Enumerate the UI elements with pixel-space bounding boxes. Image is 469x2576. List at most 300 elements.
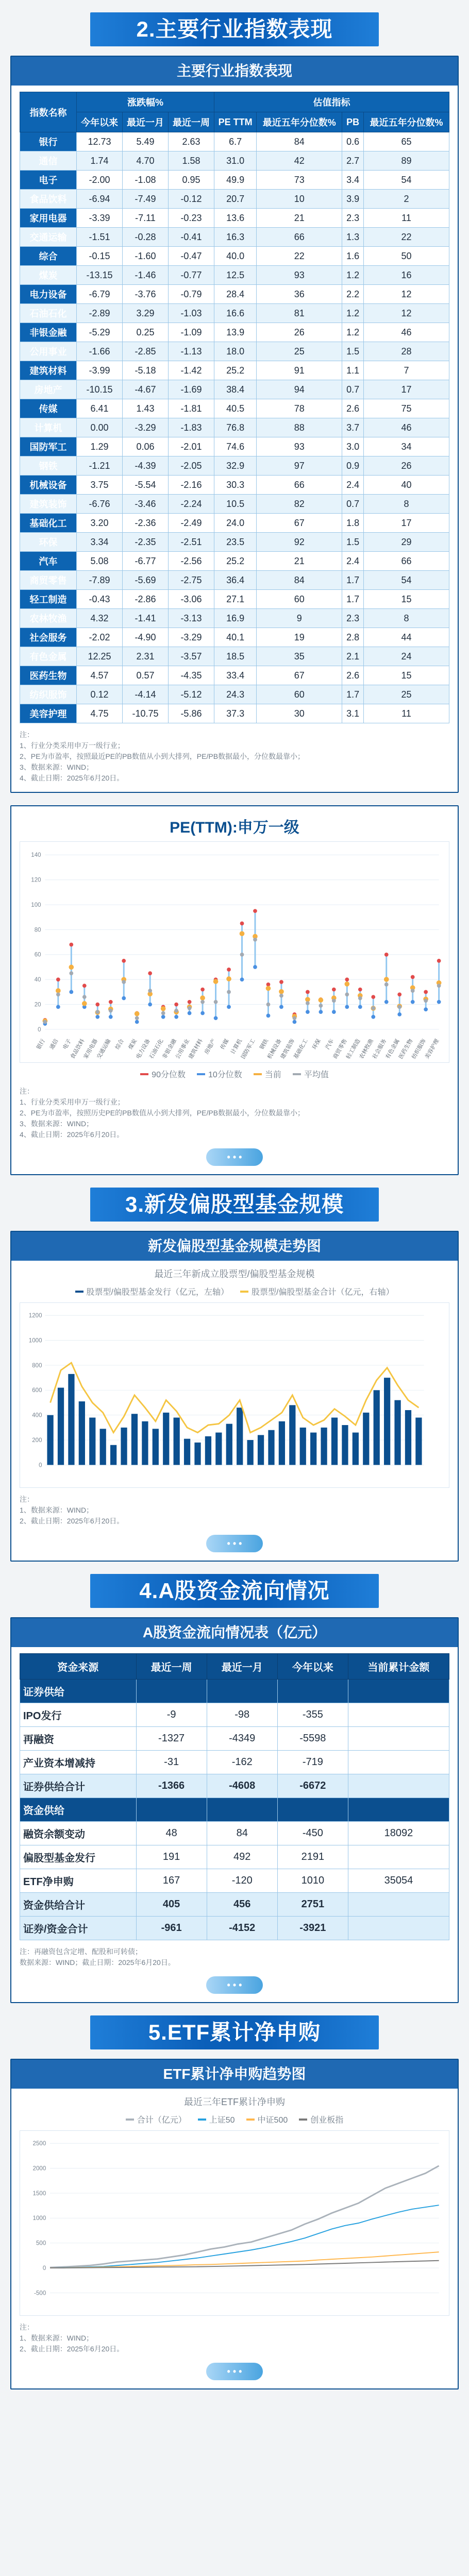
x-tick-label: 综合 bbox=[114, 1038, 125, 1051]
table-cell: -3.39 bbox=[77, 209, 123, 228]
industry-name: 计算机 bbox=[20, 418, 77, 437]
table-row bbox=[20, 418, 449, 437]
industry-index-body bbox=[20, 132, 449, 723]
point-平均值 bbox=[266, 1003, 271, 1007]
legend-item bbox=[240, 1285, 394, 1297]
point-10分位数 bbox=[253, 965, 257, 969]
table-cell: -5.54 bbox=[122, 476, 168, 495]
section-fund-flow bbox=[10, 1574, 459, 2003]
table-cell: -2.51 bbox=[168, 533, 214, 552]
flow-cell: 2191 bbox=[277, 1845, 348, 1869]
table-row bbox=[20, 647, 449, 666]
y-tick-label: 80 bbox=[34, 926, 41, 934]
section-fund-scale bbox=[10, 1188, 459, 1562]
flow-cell: 456 bbox=[207, 1893, 277, 1917]
point-90分位数 bbox=[56, 977, 60, 981]
point-平均值 bbox=[56, 992, 60, 996]
table-cell: 46 bbox=[364, 418, 449, 437]
table-cell: 1.7 bbox=[342, 590, 364, 609]
section-pe-chart bbox=[10, 805, 459, 1175]
table-cell: 84 bbox=[257, 571, 342, 590]
point-10分位数 bbox=[188, 1011, 192, 1015]
point-10分位数 bbox=[384, 1000, 389, 1004]
industry-name: 交通运输 bbox=[20, 228, 77, 247]
table-cell: 66 bbox=[257, 228, 342, 247]
flow-cell bbox=[348, 1727, 449, 1751]
note-line: 4、截止日期：2025年6月20日。 bbox=[20, 774, 124, 782]
industry-name: 煤炭 bbox=[20, 266, 77, 285]
table-cell: -7.49 bbox=[122, 190, 168, 209]
y-tick-label: 120 bbox=[31, 876, 41, 884]
flow-cell: 1010 bbox=[277, 1869, 348, 1893]
table-cell: 29 bbox=[364, 533, 449, 552]
table-cell: 23.5 bbox=[214, 533, 256, 552]
flow-label: 证券/资金合计 bbox=[20, 1917, 137, 1940]
bar bbox=[384, 1378, 390, 1465]
table-cell: 1.6 bbox=[342, 247, 364, 266]
table-cell: 40.0 bbox=[214, 247, 256, 266]
bar bbox=[68, 1374, 74, 1465]
etf-chart bbox=[20, 2131, 449, 2315]
scroll-indicator[interactable]: • • • bbox=[206, 2363, 263, 2380]
bar bbox=[374, 1390, 380, 1465]
point-平均值 bbox=[424, 998, 428, 1003]
y-tick-label: 0 bbox=[38, 1026, 41, 1033]
table-cell: 16.3 bbox=[214, 228, 256, 247]
legend-swatch bbox=[140, 1073, 148, 1075]
bar bbox=[174, 1418, 180, 1465]
table-cell: 84 bbox=[257, 132, 342, 151]
legend-label: 当前 bbox=[264, 1071, 281, 1079]
legend-label: 平均值 bbox=[304, 1071, 329, 1079]
flow-cell: 18092 bbox=[348, 1822, 449, 1845]
table-cell: 18.5 bbox=[214, 647, 256, 666]
notes bbox=[20, 1946, 449, 1968]
table-cell: 2.8 bbox=[342, 628, 364, 647]
industry-name: 医药生物 bbox=[20, 666, 77, 685]
x-tick-label: 通信 bbox=[48, 1038, 60, 1051]
table-cell: -2.16 bbox=[168, 476, 214, 495]
table-row bbox=[20, 456, 449, 476]
table-row bbox=[20, 151, 449, 171]
table-cell: 7 bbox=[364, 361, 449, 380]
x-tick-label: 计算机 bbox=[229, 1038, 244, 1056]
note-line: 2、截止日期：2025年6月20日。 bbox=[20, 2345, 124, 2353]
table-cell: 40 bbox=[364, 476, 449, 495]
legend-swatch bbox=[240, 1291, 248, 1293]
table-cell: 3.0 bbox=[342, 437, 364, 456]
table-cell: 12 bbox=[364, 285, 449, 304]
etf-card bbox=[10, 2059, 459, 2389]
bar bbox=[237, 1408, 243, 1465]
flow-cell: 84 bbox=[207, 1822, 277, 1845]
table-cell: 5.08 bbox=[77, 552, 123, 571]
table-cell: 67 bbox=[257, 514, 342, 533]
bar bbox=[268, 1430, 274, 1465]
table-cell: -3.29 bbox=[168, 628, 214, 647]
flow-cell: -98 bbox=[207, 1703, 277, 1727]
table-cell: 1.5 bbox=[342, 342, 364, 361]
table-cell: 13.6 bbox=[214, 209, 256, 228]
point-平均值 bbox=[109, 1009, 113, 1013]
table-cell: -1.42 bbox=[168, 361, 214, 380]
table-cell: 0.9 bbox=[342, 456, 364, 476]
flow-row bbox=[20, 1727, 449, 1751]
legend-swatch bbox=[299, 2119, 307, 2121]
table-cell: -6.77 bbox=[122, 552, 168, 571]
flow-header: 最近一月 bbox=[207, 1654, 277, 1680]
table-cell: 24.3 bbox=[214, 685, 256, 704]
point-当前 bbox=[82, 1001, 87, 1006]
y-tick-label: 1200 bbox=[28, 1312, 42, 1319]
bar bbox=[110, 1445, 116, 1465]
flow-label: 再融资 bbox=[20, 1727, 137, 1751]
legend-swatch bbox=[254, 1073, 262, 1075]
legend-swatch bbox=[198, 2119, 206, 2121]
y-tick-label: 100 bbox=[31, 901, 41, 908]
point-10分位数 bbox=[371, 1015, 375, 1019]
table-cell: 22 bbox=[257, 247, 342, 266]
flow-cell bbox=[136, 1680, 207, 1703]
table-cell: -6.94 bbox=[77, 190, 123, 209]
table-cell: 17 bbox=[364, 380, 449, 399]
bar bbox=[331, 1418, 338, 1465]
flow-cell: 167 bbox=[136, 1869, 207, 1893]
point-平均值 bbox=[371, 1006, 375, 1010]
table-cell: 94 bbox=[257, 380, 342, 399]
table-cell: 65 bbox=[364, 132, 449, 151]
flow-head-row bbox=[20, 1654, 449, 1680]
point-10分位数 bbox=[293, 1020, 297, 1024]
table-cell: 66 bbox=[257, 476, 342, 495]
table-cell: -3.06 bbox=[168, 590, 214, 609]
flow-label: IPO发行 bbox=[20, 1703, 137, 1727]
point-平均值 bbox=[397, 1005, 401, 1009]
flow-cell bbox=[348, 1917, 449, 1940]
table-cell: 30 bbox=[257, 704, 342, 723]
point-10分位数 bbox=[411, 1000, 415, 1004]
legend-label: 10分位数 bbox=[208, 1071, 242, 1079]
table-row bbox=[20, 285, 449, 304]
legend-swatch bbox=[126, 2119, 134, 2121]
x-tick-label: 电力设备 bbox=[135, 1038, 152, 1060]
table-cell: 40.5 bbox=[214, 399, 256, 418]
table-cell: 67 bbox=[257, 666, 342, 685]
flow-label: 偏股型基金发行 bbox=[20, 1845, 137, 1869]
table-cell: 33.4 bbox=[214, 666, 256, 685]
point-平均值 bbox=[345, 992, 349, 996]
point-10分位数 bbox=[424, 1007, 428, 1011]
industry-name: 机械设备 bbox=[20, 476, 77, 495]
table-cell: -2.89 bbox=[77, 304, 123, 323]
flow-row bbox=[20, 1703, 449, 1727]
point-10分位数 bbox=[279, 1005, 283, 1009]
bar bbox=[415, 1418, 422, 1465]
x-tick-label: 建筑装饰 bbox=[279, 1038, 296, 1060]
table-cell: -1.51 bbox=[77, 228, 123, 247]
x-tick-label: 汽车 bbox=[324, 1038, 336, 1051]
etf-chart-title: 最近三年ETF累计净申购 bbox=[184, 2097, 285, 2107]
bar bbox=[100, 1429, 106, 1465]
table-cell: 25 bbox=[364, 685, 449, 704]
table-cell: 24.0 bbox=[214, 514, 256, 533]
flow-row bbox=[20, 1774, 449, 1798]
table-cell: 27.1 bbox=[214, 590, 256, 609]
bar bbox=[353, 1433, 359, 1465]
table-cell: 97 bbox=[257, 456, 342, 476]
point-90分位数 bbox=[227, 968, 231, 972]
table-cell: 28.4 bbox=[214, 285, 256, 304]
col-pe: PE TTM bbox=[214, 112, 256, 132]
legend-item bbox=[140, 1068, 186, 1080]
table-cell: 25.2 bbox=[214, 552, 256, 571]
table-cell: 78 bbox=[257, 399, 342, 418]
table-cell: 0.12 bbox=[77, 685, 123, 704]
point-当前 bbox=[226, 976, 231, 981]
flow-row bbox=[20, 1798, 449, 1822]
industry-name: 食品饮料 bbox=[20, 190, 77, 209]
table-cell: -13.15 bbox=[77, 266, 123, 285]
table-cell: -1.69 bbox=[168, 380, 214, 399]
table-row bbox=[20, 399, 449, 418]
table-cell: -3.99 bbox=[77, 361, 123, 380]
flow-label: 证券供给合计 bbox=[20, 1774, 137, 1798]
table-cell: 0.95 bbox=[168, 171, 214, 190]
table-cell: -4.67 bbox=[122, 380, 168, 399]
col-industry: 指数名称 bbox=[20, 92, 77, 132]
table-cell: 3.29 bbox=[122, 304, 168, 323]
x-tick-label: 家用电器 bbox=[82, 1038, 99, 1060]
point-10分位数 bbox=[214, 1016, 218, 1020]
table-cell: 1.74 bbox=[77, 151, 123, 171]
flow-cell: -1366 bbox=[136, 1774, 207, 1798]
table-cell: 73 bbox=[257, 171, 342, 190]
x-tick-label: 农林牧渔 bbox=[358, 1038, 375, 1060]
table-row bbox=[20, 609, 449, 628]
table-cell: -4.39 bbox=[122, 456, 168, 476]
x-tick-label: 建筑材料 bbox=[188, 1038, 204, 1060]
table-cell: -3.46 bbox=[122, 495, 168, 514]
point-90分位数 bbox=[200, 988, 205, 992]
point-90分位数 bbox=[437, 959, 441, 963]
flow-cell: -1327 bbox=[136, 1727, 207, 1751]
table-cell: -2.24 bbox=[168, 495, 214, 514]
x-tick-label: 交通运输 bbox=[95, 1038, 112, 1060]
flow-cell bbox=[136, 1798, 207, 1822]
col-pe-pct: 最近五年分位数% bbox=[257, 112, 342, 132]
note-line: 1、数据来源：WIND； bbox=[20, 1506, 94, 1514]
table-cell: 0.7 bbox=[342, 495, 364, 514]
table-cell: 26 bbox=[257, 323, 342, 342]
table-cell: 4.32 bbox=[77, 609, 123, 628]
point-90分位数 bbox=[69, 943, 73, 947]
table-cell: -1.46 bbox=[122, 266, 168, 285]
table-cell: -2.35 bbox=[122, 533, 168, 552]
flow-cell: -6672 bbox=[277, 1774, 348, 1798]
legend-item bbox=[75, 1285, 229, 1297]
table-cell: 40.1 bbox=[214, 628, 256, 647]
table-cell: -2.36 bbox=[122, 514, 168, 533]
flow-label: 证券供给 bbox=[20, 1680, 137, 1703]
table-cell: 2.2 bbox=[342, 285, 364, 304]
point-10分位数 bbox=[95, 1015, 99, 1019]
etf-legend bbox=[20, 2113, 449, 2125]
bar bbox=[121, 1428, 127, 1465]
table-cell: -5.69 bbox=[122, 571, 168, 590]
industry-name: 非银金融 bbox=[20, 323, 77, 342]
point-90分位数 bbox=[345, 977, 349, 981]
table-cell: 42 bbox=[257, 151, 342, 171]
notes bbox=[20, 1494, 449, 1527]
table-cell: 3.9 bbox=[342, 190, 364, 209]
table-cell: 38.4 bbox=[214, 380, 256, 399]
y-tick-label: 1500 bbox=[32, 2190, 46, 2197]
flow-row bbox=[20, 1680, 449, 1703]
card-header: 新发偏股型基金规模走势图 bbox=[11, 1232, 458, 1261]
table-cell: 26 bbox=[364, 456, 449, 476]
bar bbox=[163, 1413, 169, 1465]
flow-cell: -120 bbox=[207, 1869, 277, 1893]
table-cell: 2.63 bbox=[168, 132, 214, 151]
point-10分位数 bbox=[161, 1015, 165, 1019]
point-平均值 bbox=[174, 1009, 178, 1013]
y-tick-label: 600 bbox=[32, 1387, 42, 1394]
bar bbox=[131, 1414, 138, 1465]
point-10分位数 bbox=[135, 1020, 139, 1024]
flow-cell: -5598 bbox=[277, 1727, 348, 1751]
table-cell: 6.7 bbox=[214, 132, 256, 151]
legend-swatch bbox=[246, 2119, 255, 2121]
table-row bbox=[20, 533, 449, 552]
industry-name: 房地产 bbox=[20, 380, 77, 399]
flow-cell: 191 bbox=[136, 1845, 207, 1869]
point-当前 bbox=[213, 979, 219, 984]
index-card bbox=[10, 56, 459, 793]
x-tick-label: 传媒 bbox=[219, 1038, 230, 1051]
x-tick-label: 房地产 bbox=[203, 1038, 217, 1056]
x-tick-label: 非银金融 bbox=[161, 1038, 178, 1060]
table-row bbox=[20, 171, 449, 190]
flow-cell: -31 bbox=[136, 1751, 207, 1774]
point-10分位数 bbox=[122, 996, 126, 1001]
table-cell: 1.43 bbox=[122, 399, 168, 418]
table-cell: 75 bbox=[364, 399, 449, 418]
flow-row bbox=[20, 1751, 449, 1774]
scroll-indicator[interactable]: • • • bbox=[206, 1976, 263, 1994]
point-平均值 bbox=[43, 1020, 47, 1024]
y-tick-label: 800 bbox=[32, 1362, 42, 1369]
point-10分位数 bbox=[56, 1005, 60, 1009]
scroll-indicator[interactable]: • • • bbox=[206, 1148, 263, 1166]
flow-label: 融资余额变动 bbox=[20, 1822, 137, 1845]
table-cell: 21 bbox=[257, 209, 342, 228]
point-平均值 bbox=[148, 989, 152, 993]
table-cell: 0.00 bbox=[77, 418, 123, 437]
flow-row bbox=[20, 1822, 449, 1845]
table-cell: -0.79 bbox=[168, 285, 214, 304]
col-pb: PB bbox=[342, 112, 364, 132]
legend-label: 合计（亿元） bbox=[137, 2116, 187, 2125]
note-line: 注： bbox=[20, 1495, 34, 1503]
table-cell: 50 bbox=[364, 247, 449, 266]
table-cell: 30.3 bbox=[214, 476, 256, 495]
industry-name: 有色金属 bbox=[20, 647, 77, 666]
table-row bbox=[20, 304, 449, 323]
flow-cell: -9 bbox=[136, 1703, 207, 1727]
y-tick-label: -500 bbox=[34, 2290, 46, 2297]
y-tick-label: 1000 bbox=[32, 2215, 46, 2222]
table-cell: -5.12 bbox=[168, 685, 214, 704]
point-当前 bbox=[135, 1011, 140, 1016]
point-当前 bbox=[266, 986, 271, 991]
x-tick-label: 有色金属 bbox=[384, 1038, 401, 1060]
bar bbox=[310, 1433, 316, 1465]
point-平均值 bbox=[253, 938, 257, 942]
card-header: A股资金流向情况表（亿元） bbox=[11, 1618, 458, 1647]
flow-cell: -162 bbox=[207, 1751, 277, 1774]
scroll-indicator[interactable]: • • • bbox=[206, 1535, 263, 1552]
flow-card bbox=[10, 1617, 459, 2003]
table-cell: -2.00 bbox=[77, 171, 123, 190]
table-cell: 93 bbox=[257, 266, 342, 285]
table-cell: -3.57 bbox=[168, 647, 214, 666]
table-cell: 0.25 bbox=[122, 323, 168, 342]
bar bbox=[342, 1425, 348, 1465]
point-90分位数 bbox=[371, 995, 375, 999]
table-row bbox=[20, 437, 449, 456]
point-10分位数 bbox=[397, 1012, 401, 1016]
table-cell: 3.75 bbox=[77, 476, 123, 495]
table-cell: 36 bbox=[257, 285, 342, 304]
bar bbox=[194, 1443, 200, 1465]
table-row bbox=[20, 342, 449, 361]
table-row bbox=[20, 209, 449, 228]
table-cell: 36.4 bbox=[214, 571, 256, 590]
industry-name: 建筑装饰 bbox=[20, 495, 77, 514]
y-tick-label: 1000 bbox=[28, 1337, 42, 1344]
table-row bbox=[20, 476, 449, 495]
table-cell: -4.35 bbox=[168, 666, 214, 685]
flow-cell: -4152 bbox=[207, 1917, 277, 1940]
table-cell: 1.1 bbox=[342, 361, 364, 380]
point-10分位数 bbox=[200, 1011, 205, 1015]
x-tick-label: 煤炭 bbox=[127, 1038, 139, 1051]
y-tick-label: 2000 bbox=[32, 2165, 46, 2172]
table-cell: 10 bbox=[257, 190, 342, 209]
series-line bbox=[50, 2205, 439, 2268]
legend-label: 股票型/偏股型基金发行（亿元，左轴） bbox=[86, 1288, 229, 1297]
bar bbox=[215, 1433, 222, 1465]
legend-label: 90分位数 bbox=[152, 1071, 186, 1079]
flow-header: 最近一周 bbox=[136, 1654, 207, 1680]
table-cell: 22 bbox=[364, 228, 449, 247]
point-当前 bbox=[240, 931, 245, 936]
flow-row bbox=[20, 1869, 449, 1893]
legend-item bbox=[254, 1068, 281, 1080]
industry-name: 建筑材料 bbox=[20, 361, 77, 380]
table-cell: 82 bbox=[257, 495, 342, 514]
point-10分位数 bbox=[358, 1005, 362, 1009]
table-cell: -2.56 bbox=[168, 552, 214, 571]
bar bbox=[405, 1410, 411, 1465]
industry-name: 基础化工 bbox=[20, 514, 77, 533]
table-cell: 8 bbox=[364, 609, 449, 628]
table-cell: 66 bbox=[364, 552, 449, 571]
table-cell: 31.0 bbox=[214, 151, 256, 171]
table-cell: -0.43 bbox=[77, 590, 123, 609]
point-90分位数 bbox=[424, 990, 428, 994]
table-cell: 1.2 bbox=[342, 266, 364, 285]
